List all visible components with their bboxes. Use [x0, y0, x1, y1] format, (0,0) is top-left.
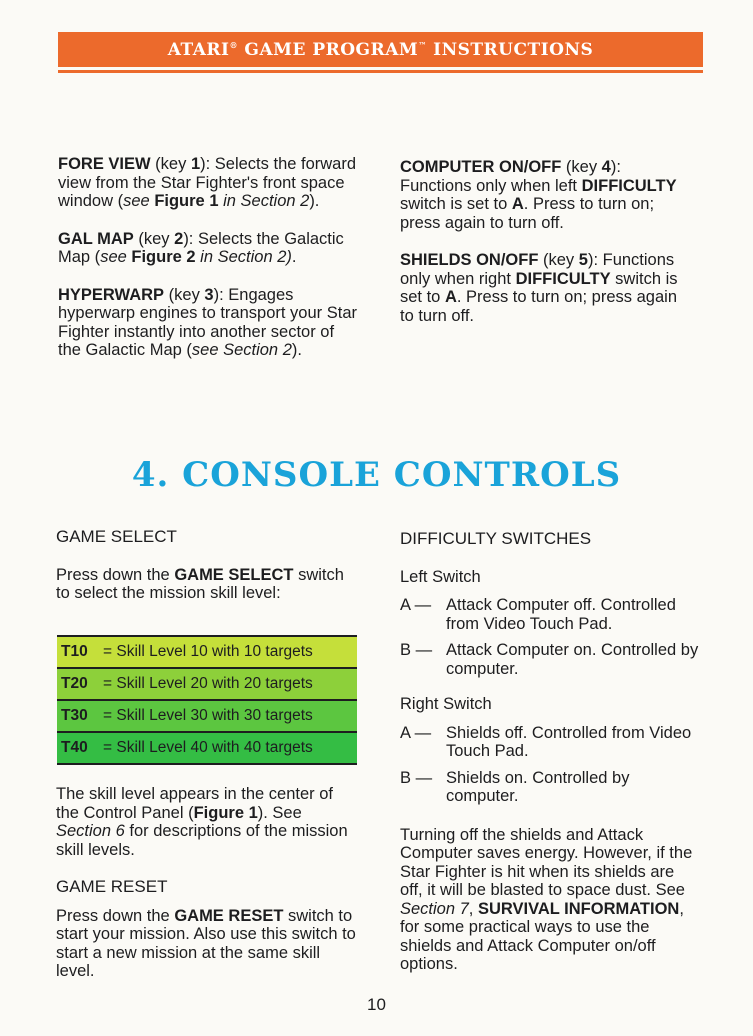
skill-code: T20: [61, 675, 88, 692]
left-switch-a: A — Attack Computer off. Controlled from Video Touch Pad.: [400, 596, 676, 633]
left-switch-b: B — Attack Computer on. Controlled by computer.: [400, 641, 699, 678]
difficulty-section: [400, 530, 700, 993]
right-switch-a: A — Shields off. Controlled from Video Touch Pad.: [400, 723, 692, 760]
page-header-banner: [58, 32, 703, 67]
game-reset-text: Press down the GAME RESET switch to start your mission. Also use this switch to start a new mission at the same skill level.: [56, 906, 356, 980]
table-row: [57, 701, 357, 733]
skill-code: T40: [61, 739, 88, 756]
skill-level-note: The skill level appears in the center of the Control Panel (Figure 1). See Section 6 for descriptions of the mission skill levels.: [56, 785, 348, 859]
table-row: [57, 669, 357, 701]
skill-description: = Skill Level 40 with 40 targets: [103, 739, 313, 756]
game-select-intro: Press down the GAME SELECT switch to select the mission skill level:: [56, 565, 344, 602]
gal-map-entry: GAL MAP (key 2): Selects the Galactic Map (see Figure 2 in Section 2).: [58, 229, 344, 266]
difficulty-closing-text: Turning off the shields and Attack Computer saves energy. However, if the Star Fighter is hit when its shields are off, it will be blasted to space dust. See Section 7, SURVIVAL INFORMATION, for some practical ways to use the shields and Attack Computer on/off options.: [400, 825, 693, 973]
game-select-heading: GAME SELECT: [56, 527, 177, 546]
section-title: 4. CONSOLE CONTROLS: [131, 455, 622, 495]
header-rule: [58, 70, 703, 73]
hyperwarp-entry: HYPERWARP (key 3): Engages hyperwarp engines to transport your Star Fighter instantly into another sector of the Galactic Map (see Section 2).: [58, 285, 357, 359]
right-switch-b: B — Shields on. Controlled by computer.: [400, 768, 630, 805]
header-title: ATARI® GAME PROGRAM™ INSTRUCTIONS: [167, 39, 594, 60]
shields-onoff-entry: SHIELDS ON/OFF (key 5): Functions only when right DIFFICULTY switch is set to A. Press to turn on; press again to turn off.: [400, 251, 678, 325]
page-number: 10: [367, 995, 386, 1014]
game-select-section: [56, 528, 356, 622]
table-row: [57, 733, 357, 765]
controls-right-column: [400, 158, 695, 344]
controls-left-column: [58, 155, 358, 379]
difficulty-heading: DIFFICULTY SWITCHES: [400, 529, 592, 548]
table-row: [57, 637, 357, 669]
skill-level-table: [57, 635, 357, 765]
skill-description: = Skill Level 30 with 30 targets: [103, 707, 313, 724]
skill-code: T30: [61, 707, 88, 724]
skill-description: = Skill Level 10 with 10 targets: [103, 643, 313, 660]
right-switch-label: Right Switch: [400, 695, 492, 713]
computer-onoff-entry: COMPUTER ON/OFF (key 4): Functions only when left DIFFICULTY switch is set to A. Press to turn on; press again to turn off.: [400, 158, 677, 232]
skill-description: = Skill Level 20 with 20 targets: [103, 675, 313, 692]
left-switch-label: Left Switch: [400, 567, 481, 586]
game-reset-heading: GAME RESET: [56, 877, 168, 896]
skill-code: T10: [61, 643, 88, 660]
fore-view-entry: FORE VIEW (key 1): Selects the forward view from the Star Fighter's front space window (see Figure 1 in Section 2).: [58, 155, 357, 210]
game-select-notes: [56, 785, 356, 1000]
